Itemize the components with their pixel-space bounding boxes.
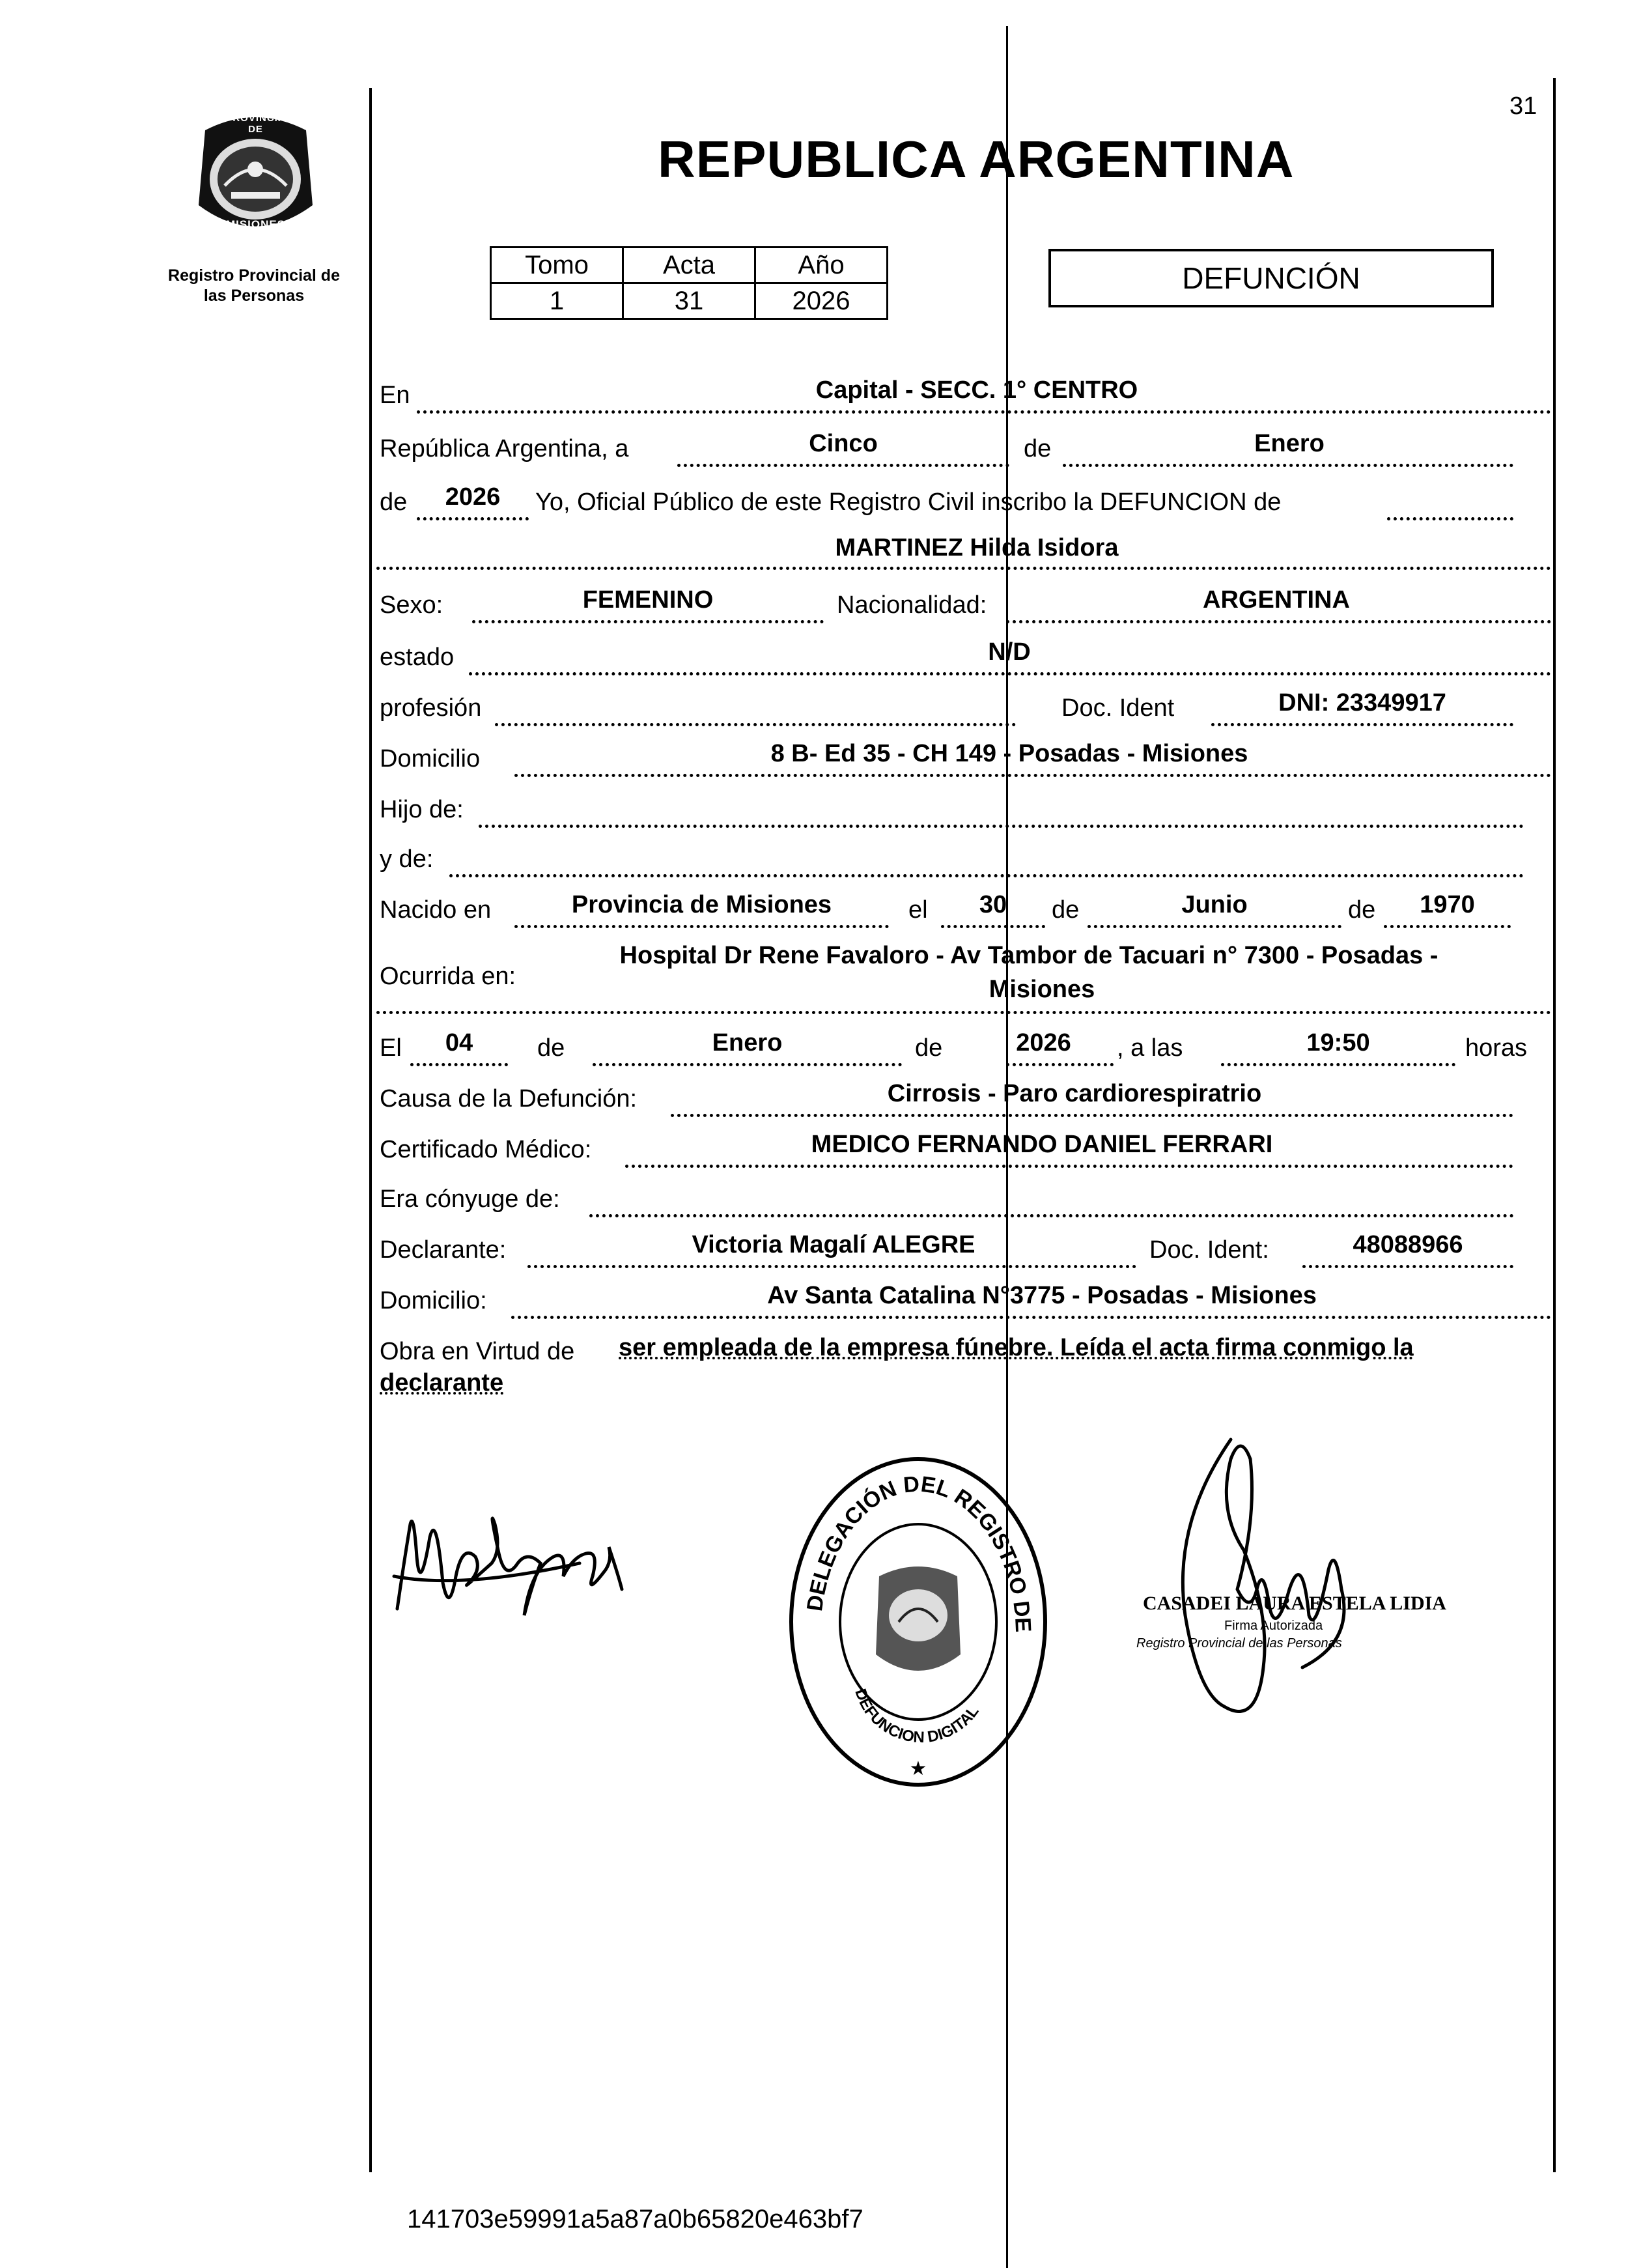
dots-y-de bbox=[449, 874, 1524, 877]
registry-stamp bbox=[781, 1439, 1055, 1791]
label-el: el bbox=[908, 896, 928, 924]
officer-registry: Registro Provincial de las Personas bbox=[1136, 1636, 1342, 1651]
right-margin-line bbox=[1553, 78, 1556, 2172]
label-nacido-en: Nacido en bbox=[380, 896, 492, 924]
label-certificado: Certificado Médico: bbox=[380, 1136, 592, 1163]
value-death-place-line2: Misiones bbox=[989, 976, 1095, 1003]
label-de-2: de bbox=[380, 489, 408, 516]
value-death-day: 04 bbox=[445, 1029, 473, 1056]
value-month-text: Enero bbox=[1254, 430, 1325, 457]
label-de-3: de bbox=[1052, 896, 1080, 924]
value-nationality: ARGENTINA bbox=[1203, 586, 1350, 614]
dots-nationality bbox=[1006, 620, 1551, 623]
dots-civil-status bbox=[469, 672, 1551, 675]
label-estado: estado bbox=[380, 644, 455, 671]
anio-value: 2026 bbox=[755, 283, 888, 319]
registry-name-line1: Registro Provincial de bbox=[168, 266, 340, 285]
declarant-signature bbox=[384, 1485, 632, 1628]
provincial-seal bbox=[186, 107, 326, 244]
label-en: En bbox=[380, 382, 410, 409]
label-profesion: profesión bbox=[380, 694, 482, 722]
registry-name bbox=[150, 266, 358, 307]
dots-doc-id bbox=[1211, 723, 1513, 726]
value-doctor: MEDICO FERNANDO DANIEL FERRARI bbox=[811, 1131, 1273, 1158]
dots-address bbox=[514, 774, 1551, 777]
officer-role: Firma Autorizada bbox=[1224, 1619, 1323, 1633]
dots-birth-month bbox=[1088, 925, 1341, 928]
left-margin-line bbox=[369, 88, 372, 2172]
dots-birth-day bbox=[941, 925, 1045, 928]
label-de-6: de bbox=[915, 1034, 943, 1062]
dots-declarant-doc bbox=[1302, 1265, 1513, 1268]
dots-death-place bbox=[376, 1011, 1551, 1014]
document-hash: 141703e59991a5a87a0b65820e463bf7 bbox=[407, 2205, 863, 2233]
label-de-4: de bbox=[1348, 896, 1376, 924]
page-title: REPUBLICA ARGENTINA bbox=[658, 130, 1295, 188]
page-number: 31 bbox=[1509, 92, 1537, 120]
acta-value: 31 bbox=[623, 283, 755, 319]
dots-declarant bbox=[527, 1265, 1136, 1268]
label-hijo-de: Hijo de: bbox=[380, 796, 464, 823]
label-ocurrida-en: Ocurrida en: bbox=[380, 963, 516, 990]
label-horas: horas bbox=[1465, 1034, 1528, 1062]
label-a-las: , a las bbox=[1117, 1034, 1183, 1062]
dots-year bbox=[417, 517, 529, 520]
dots-month-text bbox=[1063, 464, 1513, 467]
dots-hijo-de bbox=[479, 825, 1524, 828]
value-deceased-name: MARTINEZ Hilda Isidora bbox=[835, 534, 1119, 561]
svg-text:DEFUNCION DIGITAL bbox=[851, 1686, 982, 1746]
value-declarant-address: Av Santa Catalina N°3775 - Posadas - Misiones bbox=[767, 1282, 1317, 1309]
record-table bbox=[490, 246, 888, 320]
dots-doctor bbox=[625, 1165, 1513, 1168]
dots-death-year bbox=[1006, 1063, 1114, 1066]
record-value-row bbox=[491, 283, 888, 319]
label-yo: Yo, Oficial Público de este Registro Civil inscribo la DEFUNCION de bbox=[535, 489, 1282, 516]
svg-text:★: ★ bbox=[909, 1758, 927, 1779]
seal-top-text: PROVINCIA DE bbox=[225, 113, 286, 135]
tomo-value: 1 bbox=[491, 283, 623, 319]
label-obra: Obra en Virtud de bbox=[380, 1338, 575, 1365]
label-nacionalidad: Nacionalidad: bbox=[837, 591, 987, 619]
stamp-ring-text: DELEGACIÓN DEL REGISTRO DE bbox=[802, 1471, 1036, 1633]
value-doc-id: DNI: 23349917 bbox=[1278, 689, 1446, 716]
value-death-month: Enero bbox=[712, 1029, 783, 1056]
label-sexo: Sexo: bbox=[380, 591, 443, 619]
dots-deceased-name bbox=[376, 567, 1551, 570]
dots-day-text bbox=[677, 464, 1009, 467]
dots-spouse bbox=[589, 1214, 1514, 1217]
value-birth-place: Provincia de Misiones bbox=[571, 891, 832, 918]
label-domicilio: Domicilio bbox=[380, 745, 481, 773]
label-republica: República Argentina, a bbox=[380, 435, 629, 462]
value-death-time: 19:50 bbox=[1306, 1029, 1370, 1056]
label-causa: Causa de la Defunción: bbox=[380, 1085, 638, 1113]
anio-header: Año bbox=[755, 248, 888, 283]
dots-death-day bbox=[410, 1063, 508, 1066]
value-virtue-line1: ser empleada de la empresa fúnebre. Leída el acta firma conmigo la bbox=[619, 1334, 1414, 1361]
dots-yo-end bbox=[1387, 517, 1513, 520]
label-de-1: de bbox=[1024, 435, 1052, 462]
value-declarant: Victoria Magalí ALEGRE bbox=[692, 1231, 975, 1258]
value-cause: Cirrosis - Paro cardiorespiratrio bbox=[887, 1080, 1262, 1107]
value-sex: FEMENINO bbox=[582, 586, 714, 614]
label-doc-ident2: Doc. Ident: bbox=[1149, 1236, 1269, 1264]
value-day-text: Cinco bbox=[809, 430, 878, 457]
record-header-row bbox=[491, 248, 888, 283]
value-birth-month: Junio bbox=[1181, 891, 1248, 918]
officer-name: CASADEI LAURA ESTELA LIDIA bbox=[1143, 1593, 1446, 1614]
value-virtue-line2: declarante bbox=[380, 1369, 504, 1396]
dots-death-month bbox=[593, 1063, 902, 1066]
stamp-inner-text: DEFUNCION DIGITAL bbox=[851, 1686, 983, 1747]
value-civil-status: N/D bbox=[988, 638, 1031, 666]
dots-sex bbox=[472, 620, 824, 623]
label-conyuge: Era cónyuge de: bbox=[380, 1185, 560, 1213]
dots-birth-place bbox=[514, 925, 889, 928]
label-y-de: y de: bbox=[380, 845, 434, 873]
registry-name-line2: las Personas bbox=[203, 287, 305, 305]
dots-declarant-address bbox=[511, 1316, 1551, 1319]
dots-cause bbox=[671, 1114, 1513, 1117]
label-de-5: de bbox=[537, 1034, 565, 1062]
seal-bottom-text: MISIONES bbox=[225, 218, 286, 231]
dots-birth-year bbox=[1384, 925, 1511, 928]
dots-place bbox=[417, 410, 1551, 414]
acta-header: Acta bbox=[623, 248, 755, 283]
value-birth-year: 1970 bbox=[1420, 891, 1475, 918]
label-el-cap: El bbox=[380, 1034, 402, 1062]
label-doc-ident: Doc. Ident bbox=[1061, 694, 1175, 722]
value-death-year: 2026 bbox=[1016, 1029, 1071, 1056]
value-place: Capital - SECC. 1° CENTRO bbox=[815, 376, 1138, 404]
dots-death-time bbox=[1221, 1063, 1455, 1066]
dots-profession bbox=[495, 723, 1016, 726]
value-birth-day: 30 bbox=[979, 891, 1007, 918]
value-declarant-doc: 48088966 bbox=[1353, 1231, 1463, 1258]
label-domicilio2: Domicilio: bbox=[380, 1287, 487, 1314]
label-declarante: Declarante: bbox=[380, 1236, 507, 1264]
doc-type-box: DEFUNCIÓN bbox=[1048, 249, 1494, 307]
value-year: 2026 bbox=[445, 483, 501, 511]
tomo-header: Tomo bbox=[491, 248, 623, 283]
value-death-place-line1: Hospital Dr Rene Favaloro - Av Tambor de Tacuari n° 7300 - Posadas - bbox=[619, 942, 1439, 969]
value-address: 8 B- Ed 35 - CH 149 - Posadas - Misiones bbox=[770, 740, 1248, 767]
